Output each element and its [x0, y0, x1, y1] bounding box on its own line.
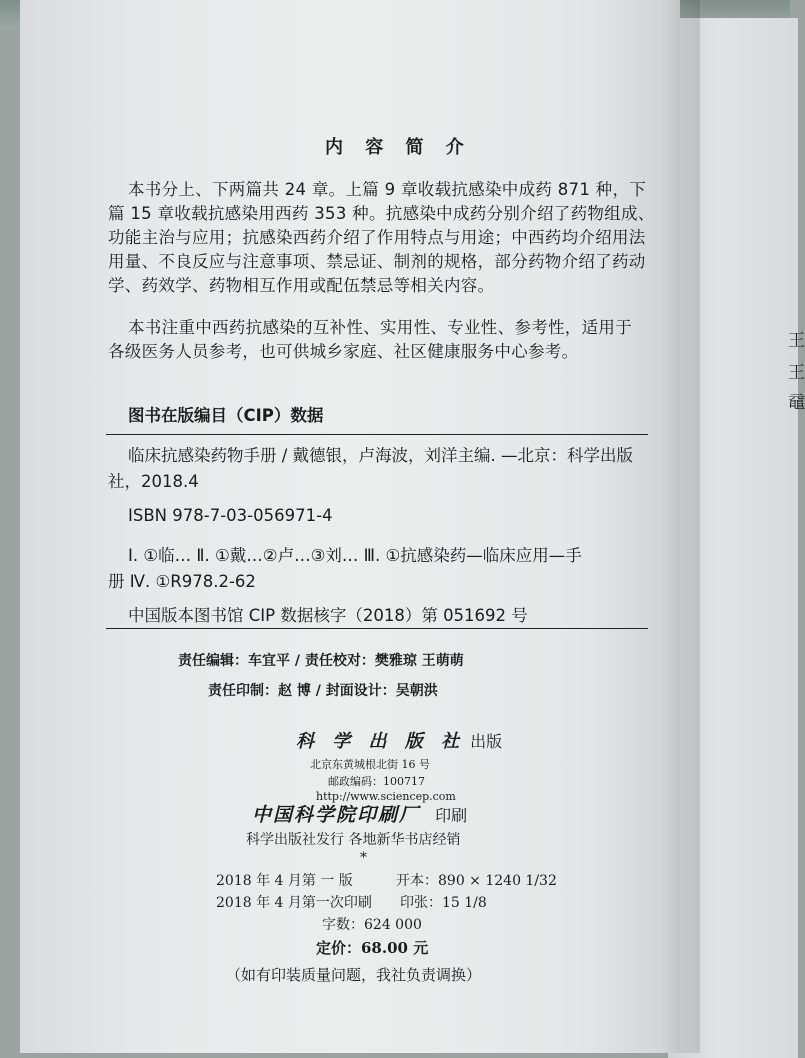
summary-line: 篇 15 章收载抗感染用西药 353 种。抗感染中成药分别介绍了药物组成、: [108, 204, 655, 223]
divider: [106, 628, 648, 629]
summary-line: 用量、不良反应与注意事项、禁忌证、制剂的规格，部分药物介绍了药动: [108, 252, 646, 271]
cip-heading: 图书在版编目（CIP）数据: [128, 406, 324, 425]
cip-verification: 中国版本图书馆 CIP 数据核字（2018）第 051692 号: [128, 606, 528, 625]
sheets-line: 印张：15 1/8: [400, 895, 487, 911]
printing-line: 2018 年 4 月第一次印刷: [216, 895, 372, 911]
summary-line: 学、药效学、药物相互作用或配伍禁忌等相关内容。: [108, 276, 495, 295]
divider: [106, 434, 648, 435]
adjacent-page-fragment: 王: [788, 331, 805, 351]
summary-line: 功能主治与应用；抗感染西药介绍了作用特点与用途；中西药均介绍用法: [108, 228, 646, 247]
publisher-logo-text: 科 学 出 版 社: [296, 731, 466, 752]
publisher-url: http://www.sciencep.com: [316, 790, 456, 803]
cip-entry: 社，2018.4: [108, 472, 199, 491]
separator-star: *: [360, 850, 367, 866]
edition-line: 2018 年 4 月第 一 版: [216, 873, 353, 889]
summary-line: 本书分上、下两篇共 24 章。上篇 9 章收载抗感染中成药 871 种，下: [128, 180, 647, 199]
price: 定价：68.00 元: [316, 939, 429, 957]
summary-line: 本书注重中西药抗感染的互补性、实用性、专业性、参考性，适用于: [128, 318, 632, 337]
summary-title: 内 容 简 介: [325, 137, 472, 158]
publisher-action: 出版: [470, 732, 503, 751]
printer-action: 印刷: [435, 806, 468, 825]
cip-classification: 册 Ⅳ. ①R978.2-62: [108, 572, 256, 591]
copyright-page: [20, 0, 680, 1053]
printer-line: [252, 800, 467, 827]
credits-line: 责任印制：赵 博 / 封面设计：吴朝洪: [208, 683, 438, 699]
printer-logo-text: 中国科学院印刷厂: [252, 804, 421, 826]
publisher-postcode: 邮政编码：100717: [328, 775, 425, 788]
adjacent-page-fragment: 黿: [788, 393, 805, 413]
publisher-address: 北京东黄城根北街 16 号: [310, 758, 430, 771]
format-line: 开本：890 × 1240 1/32: [396, 873, 557, 889]
publisher-line: [296, 727, 502, 753]
quality-notice: （如有印装质量问题，我社负责调换）: [226, 966, 482, 984]
word-count: 字数：624 000: [322, 917, 422, 933]
distribution-line: 科学出版社发行 各地新华书店经销: [246, 832, 461, 848]
cip-entry: 临床抗感染药物手册 / 戴德银，卢海波，刘洋主编. —北京：科学出版: [128, 446, 634, 465]
cip-classification: Ⅰ. ①临… Ⅱ. ①戴…②卢…③刘… Ⅲ. ①抗感染药—临床应用—手: [128, 546, 582, 565]
cip-isbn: ISBN 978-7-03-056971-4: [128, 506, 333, 525]
summary-line: 各级医务人员参考，也可供城乡家庭、社区健康服务中心参考。: [108, 342, 579, 361]
adjacent-page-fragment: 王: [788, 363, 805, 383]
credits-line: 责任编辑：车宜平 / 责任校对：樊雅琼 王萌萌: [178, 653, 464, 669]
